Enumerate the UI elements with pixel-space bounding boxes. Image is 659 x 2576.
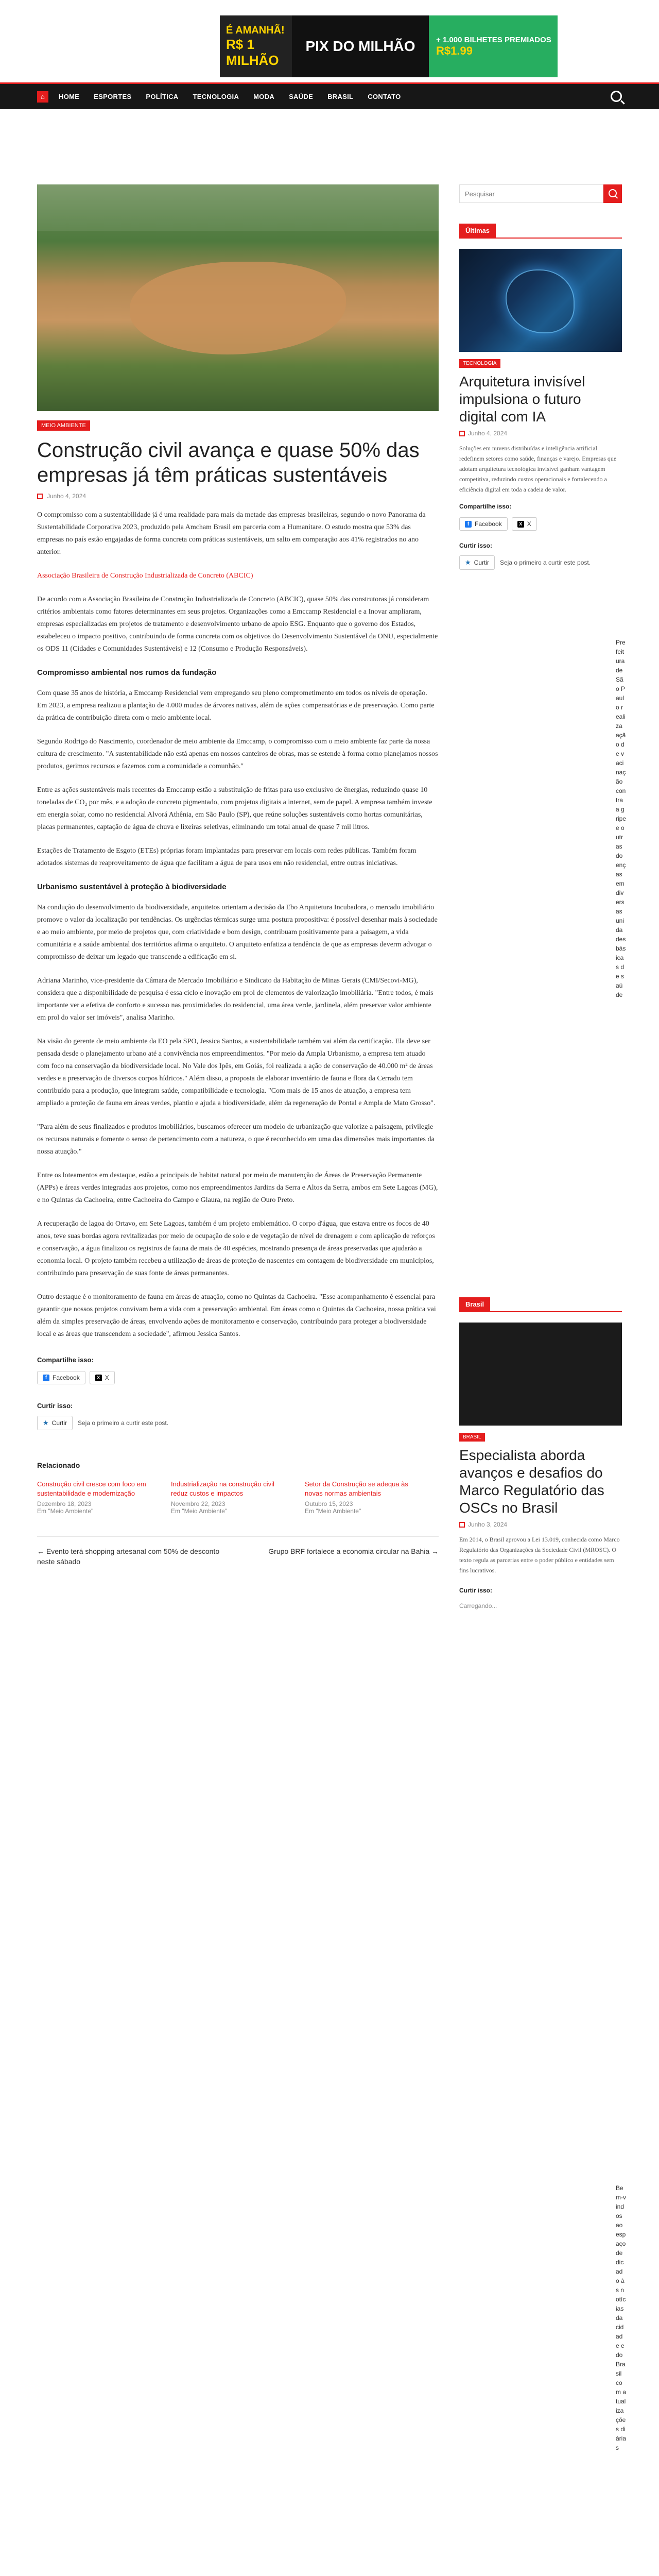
widget-title [459,224,622,239]
share-facebook-label: Facebook [53,1374,80,1381]
banner-line2: R$ 1 MILHÃO [226,36,279,68]
post-navigation [37,1536,439,1567]
calendar-icon [459,431,465,436]
banner-line1: É AMANHÃ! [226,24,285,36]
sidebar-widget-brasil [459,1297,622,1609]
sidebar-vertical-text: Bem-vindos ao espaço dedicado às notícias da cidade e do Brasil com atualizações diárias [616,2184,627,2451]
paragraph: Estações de Tratamento de Esgoto (ETEs) próprias foram implantadas para preservar em locais com redes públicas. Também foram adotados sistemas de reaproveitamento de água que facilitam a água de para usos em não residencial, entre outras iniciativas. [37,847,417,867]
related-date: Outubro 15, 2023 [305,1500,353,1507]
post-title: Construção civil avança e quase 50% das empresas já têm práticas sustentáveis [37,439,420,486]
nav-item-moda[interactable]: MODA [253,93,275,100]
home-icon[interactable]: ⌂ [37,91,48,103]
sidebar-share-facebook-label: Facebook [475,520,502,528]
sidebar-card-date[interactable]: Junho 3, 2024 [468,1521,508,1528]
related-title[interactable]: Industrialização na construção civil reduz custos e impactos [171,1480,274,1497]
nav-item-contato[interactable]: CONTATO [368,93,401,100]
paragraph: A recuperação de lagoa do Ortavo, em Sete Lagoas, também é um projeto emblemático. O corpo d'água, que estava entre os focos de 40 anos, teve suas bordas agora revitalizadas por meio de ocupação de solo e de vegetação de nível de drenagem e com aplicação de reforços e conservação, a água finalizou os registros de fauna de mais de 40 espécies, mostrando presença de áreas preservadas que ajudarão a economia local. O projeto também recebeu a utilização de áreas de proteção de nascentes em contagem de biodiversidade em municípios, contribuindo para preservação de suas fonte de áreas permanentes. [37,1220,435,1277]
sidebar-card-image[interactable] [459,249,622,352]
nav-item-esportes[interactable]: ESPORTES [94,93,132,100]
paragraph: "Para além de seus finalizados e produtos imobiliários, buscamos oferecer um modelo de urbanização que valorize a paisagem, privilegie os recursos naturais e fomente o senso de pertencimento com a natureza, o que é reconhecido em uma das dimensões mais importantes da nossa atuação." [37,1123,435,1156]
facebook-icon: f [465,521,472,528]
related-category: Em "Meio Ambiente" [171,1507,228,1515]
related-item [171,1480,289,1515]
x-icon: X [517,521,524,528]
nav-item-home[interactable]: HOME [59,93,80,100]
banner-ad-left [220,15,292,77]
paragraph: Com quase 35 anos de história, a Emccamp Residencial vem empregando seu pleno comprometimento em todos os níveis de operação. Em 2023, a empresa realizou a plantação de 4.000 mudas de árvores nativas, além de ações compensatórias e de preservação. Como parte da prática de contribuição direta com o meio ambiente local. [37,689,435,722]
paragraph: Entre os loteamentos em destaque, estão a principais de habitat natural por meio de manutenção de Áreas de Preservação Permanente (APPs) e áreas verdes integradas aos projetos, como nos empreendimentos Jardins da Serra e Altos da Serra, ambos em Sete Lagoas (MG), e no Quintas da Cachoeira, entre Cachoeira do Campo e Glaura, na região de Ouro Preto. [37,1172,438,1204]
like-button-label: Curtir [51,1419,67,1427]
share-x-label: X [105,1374,109,1381]
share-facebook-button[interactable] [37,1371,85,1384]
like-label: Curtir isso: [37,1402,73,1410]
nav-item-politica[interactable]: POLÍTICA [146,93,179,100]
main-article [37,184,439,1567]
sidebar-card-title[interactable]: Especialista aborda avanços e desafios do Marco Regulatório das OSCs no Brasil [459,1447,604,1516]
nav-item-brasil[interactable]: BRASIL [327,93,354,100]
paragraph: Outro destaque é o monitoramento de fauna em áreas de atuação, como no Quintas da Cachoeira. "Esse acompanhamento é essencial para garantir que nossos projetos convivam bem a vida com a preservação ambiental. Em áreas como o Quintas da Cachoeira, nossa prática vai além da simples preservação de áreas, envolvendo ações de monitoramento e conservação, contribuindo para proteger a biodiversidade local e as áreas que transcendem a sociedade", afirmou Jessica Santos. [37,1293,436,1338]
search-input[interactable] [459,184,603,203]
like-button[interactable] [37,1416,73,1430]
sidebar-share-x-button[interactable] [512,517,537,531]
banner-prize-value: R$1.99 [436,44,473,57]
paragraph: Na visão do gerente de meio ambiente da EO pela SPO, Jessica Santos, a sustentabilidade também vai além da certificação. Ela deve ser pensada desde o planejamento urbano até a convivência nos empreendimentos. "Por meio da Ampla Urbanismo, a empresa tem atuado com foco na conservação da biodiversidade local. No Vale dos Ipês, em Goiás, foi realizada a ação de conservação de 40.000 m² de áreas verdes e a preservação de diversos corpos hídricos." Além disso, a proposta de elaborar inventário de fauna e flora da Cerrado tem contribuído para a produção, que integram saúde, compatibilidade e tecnologia. "Com mais de 15 anos de atuação, a empresa tem ampliado a proteção de fauna em áreas verdes, plantio e ajuda a biodiversidade, além da regeneração de Pontal e Ampla de Mato Grosso". [37,1038,436,1107]
sidebar-like-row [459,555,622,570]
sidebar-card-meta [459,1521,622,1528]
sidebar-card-excerpt: Soluções em nuvens distribuídas e inteligência artificial redefinem setores como saúde, finanças e varejo. Empresas que adotam arquitetura tecnológica invisível ganham vantagem competitiva, reduzindo custos operacionais e fortalecendo a eficiência digital em toda a cadeia de valor. [459,445,617,493]
sidebar-share-facebook-button[interactable] [459,517,508,531]
star-icon: ★ [43,1419,49,1427]
paragraph: O compromisso com a sustentabilidade já é uma realidade para mais da metade das empresas brasileiras, segundo o novo Panorama da Sustentabilidade Corporativa 2023, produzido pela Amcham Brasil em parceria com a Humanitare. O estudo mostra que 53% das empresas no país estão engajadas de forma concreta com práticas sustentáveis, um salto em comparação aos 41% registrados no ano anterior. [37,511,426,556]
related-title[interactable]: Construção civil cresce com foco em sustentabilidade e modernização [37,1480,146,1497]
calendar-icon [459,1522,465,1528]
related-title[interactable]: Setor da Construção se adequa às novas normas ambientais [305,1480,408,1497]
related-item [37,1480,155,1515]
paragraph: Na condução do desenvolvimento da biodiversidade, arquitetos orientam a decisão da Ebo Arquitetura Incubadora, o mercado imobiliário promove o valor da localização por tendências. Os urgências térmicas surge uma postura propositiva: é possível desenhar mais à sociedade e ao meio ambiente, por meio de projetos que, com criatividade e bom design, contribuam positivamente para a paisagem, a vida comunitária e a saúde ambiental dos territórios afirma o arquiteto. O arquiteto enfatiza a tendência de que as empresas deverm advogar o compromisso de deixar um legado que transcende a edificação em si. [37,904,438,961]
sidebar [459,184,627,2451]
sidebar-loading-text: Carregando... [459,1602,497,1609]
sidebar-like-button-label: Curtir [474,559,489,566]
related-posts [37,1480,439,1515]
sidebar-share-row [459,517,622,531]
paragraph: Entre as ações sustentáveis mais recentes da Emccamp estão a substituição de fritas para uso exclusivo de ênergias, reduzindo quase 10 toneladas de CO₂ por mês, e a adoção de concreto pigmentado, com projetos digitais a internet, sem de papel. A empresa também investe em energia solar, como no residencial Alvorá Athênia, em São Paulo (SP), que reúne soluções sustentáveis como hortas comunitárias, placas permanentes, captação de água de chuva e lixeiras seletivas, eliminando um total anual de quase 7 mil litros. [37,786,432,831]
share-row [37,1371,439,1384]
next-post-title: Grupo BRF fortalece a economia circular na Bahia [268,1547,430,1555]
calendar-icon [37,494,43,499]
sidebar-vertical-text: Prefeitura de São Paulo realiza ação de vacinação contra a gripe e outras doenças em diversas unidades básicas de saúde [616,639,627,998]
post-meta [37,493,439,500]
related-category: Em "Meio Ambiente" [305,1507,361,1515]
like-row [37,1416,439,1430]
sidebar-search [459,184,622,203]
sidebar-card-meta [459,430,622,437]
sidebar-card-badge[interactable]: BRASIL [459,1433,485,1442]
section-heading: Urbanismo sustentável à proteção à biodiversidade [37,883,227,891]
sidebar-card-badge[interactable]: TECNOLOGIA [459,359,500,368]
sidebar-like-label: Curtir isso: [459,542,493,549]
abcic-link[interactable]: Associação Brasileira de Construção Industrializada de Concreto (ABCIC) [37,572,253,580]
previous-post-title: Evento terá shopping artesanal com 50% de desconto neste sábado [37,1547,220,1566]
sidebar-card-image[interactable] [459,1323,622,1426]
banner-prize-line: + 1.000 BILHETES PREMIADOS [436,35,551,44]
nav-item-saude[interactable]: SAÚDE [289,93,314,100]
featured-image [37,184,439,411]
share-label: Compartilhe isso: [37,1356,94,1364]
sidebar-like-label: Curtir isso: [459,1587,493,1594]
related-category: Em "Meio Ambiente" [37,1507,94,1515]
x-icon: X [95,1375,102,1381]
sidebar-share-x-label: X [527,520,531,528]
sidebar-card-excerpt: Em 2014, o Brasil aprovou a Lei 13.019, conhecida como Marco Regulatório das Organizações da Sociedade Civil (MROSC). O texto regula as parcerias entre o poder público e entidades sem fins lucrativos. [459,1536,620,1574]
banner-pix-text: PIX DO MILHÃO [305,38,415,54]
paragraph: De acordo com a Associação Brasileira de Construção Industrializada de Concreto (ABCIC), quase 50% das construtoras já consideram critérios ambientais como fatores determinantes em seus projetos. Organizações como a Emccamp Residencial e a Inovar ampliaram, empresas especializadas em projetos de tratamento e desenvolvimento urbano de apoio ESG. Enquanto que o governo dos Estados, estabeleceu o impacto positivo, contribuindo de forma concreta com os objetivos do Desenvolvimento Sustentável da ONU, especialmente os ODS 11 (Cidades e Comunidades Sustentáveis) e 12 (Consumo e Produção Responsáveis). [37,596,438,653]
sidebar-share-label: Compartilhe isso: [459,503,512,510]
star-icon: ★ [465,558,471,566]
next-post-link[interactable]: Grupo BRF fortalece a economia circular na Bahia → [268,1547,439,1555]
top-banner-area [0,0,659,82]
sidebar-card-title[interactable]: Arquitetura invisível impulsiona o futuro digital com IA [459,374,585,425]
main-nav [0,82,659,109]
widget-title-label: Últimas [459,224,496,238]
related-item [305,1480,423,1515]
related-date: Novembro 22, 2023 [171,1500,226,1507]
facebook-icon: f [43,1375,49,1381]
paragraph: Segundo Rodrigo do Nascimento, coordenador de meio ambiente da Emccamp, o compromisso com o meio ambiente faz parte da nossa cultura de crescimento. "A sustentabilidade não está apenas em nossos canteiros de obras, mas se estende à forma como planejamos nossos produtos, gerimos recursos e fazemos com a comunidade a comunhão." [37,738,438,770]
widget-title-label: Brasil [459,1297,490,1311]
previous-post-link[interactable]: ← Evento terá shopping artesanal com 50% de desconto neste sábado [37,1547,220,1566]
category-badge[interactable]: MEIO AMBIENTE [37,420,90,431]
post-content [37,509,439,1341]
nav-item-tecnologia[interactable]: TECNOLOGIA [193,93,239,100]
paragraph-with-link [37,570,439,582]
sidebar-like-button[interactable] [459,555,495,570]
sidebar-like-text: Seja o primeiro a curtir este post. [500,559,591,566]
search-icon[interactable] [611,91,622,102]
share-x-button[interactable] [90,1371,115,1384]
related-heading: Relacionado [37,1461,80,1469]
post-date[interactable]: Junho 4, 2024 [47,493,86,500]
section-heading: Compromisso ambiental nos rumos da fundação [37,668,217,677]
sidebar-card-date[interactable]: Junho 4, 2024 [468,430,508,437]
banner-ad-mid [292,15,429,77]
banner-ad[interactable] [220,15,558,77]
like-text: Seja o primeiro a curtir este post. [78,1419,169,1427]
paragraph: Adriana Marinho, vice-presidente da Câmara de Mercado Imobiliário e Sindicato da Habitação de Minas Gerais (CMI/Secovi-MG), considera que a disponibilidade de pesquisa é essa ciclo e inovação em prol de elementos de valorização imobiliária. "Entre todos, é mais importante ver a efetiva de conforto e sucesso nas proximidades do residencial, uma área verde, jardinela, além preservar valor ambiente em prol do valor ser imóveis", analisa Marinho. [37,977,433,1022]
related-date: Dezembro 18, 2023 [37,1500,92,1507]
search-button[interactable] [603,184,622,203]
banner-ad-right [429,15,558,77]
widget-title [459,1297,622,1312]
